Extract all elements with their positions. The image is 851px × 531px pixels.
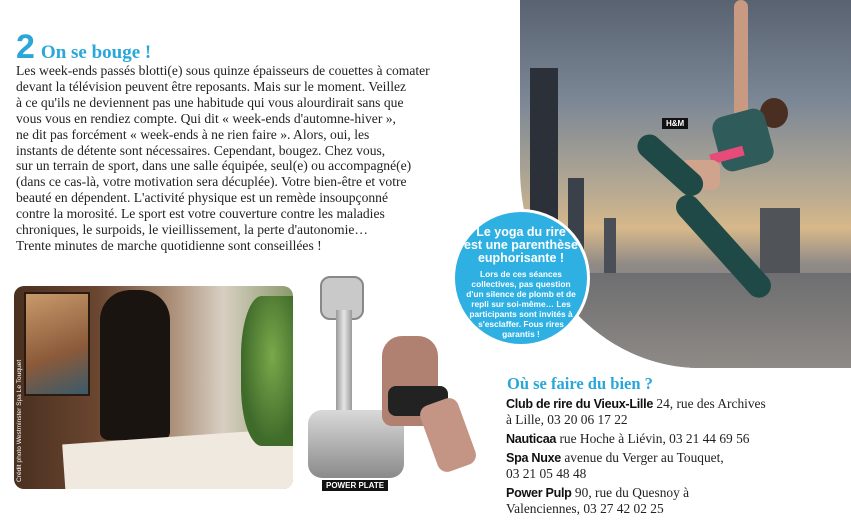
bubble-title-line: est une parenthèse [464, 238, 578, 252]
bubble-body: Lors de ces séances collectives, pas question d'un silence de plomb et de repli sur soi-même… Les participants sont invités à s'esclaffer. Fous rires garantis ! [466, 269, 576, 339]
body-line: devant la télévision peuvent être reposants. Mais sur le moment. Veillez [16, 78, 407, 94]
section-title: On se bouge ! [40, 42, 152, 63]
body-line: Les week-ends passés blotti(e) sous quinze épaisseurs de couettes à comater [16, 63, 430, 78]
address-list [506, 396, 846, 520]
power-plate-photo [308, 270, 486, 506]
section-heading [16, 30, 151, 64]
address-item [506, 396, 846, 428]
raised-arm [734, 0, 748, 120]
venue-address: 90, rue du Quesnoy à [571, 485, 690, 500]
venue-address: avenue du Verger au Touquet, [561, 450, 724, 465]
where-title: Où se faire du bien ? [507, 374, 653, 393]
body-line: Trente minutes de marche quotidienne sont conseillées ! [16, 237, 322, 253]
photo-credit-tag: H&M [662, 118, 688, 129]
body-line: vous vous en rendiez compte. Qui dit « week-ends d'automne-hiver », [16, 110, 396, 126]
bubble-title-line: Le yoga du rire [476, 225, 566, 239]
body-line: à ce qu'ils ne deviennent pas une habitude qui vous alourdirait sans que [16, 94, 404, 110]
venue-address-line2: à Lille, 03 20 06 17 22 [506, 412, 628, 427]
section-number: 2 [16, 28, 35, 66]
body-line: chroniques, le surpoids, le vieillissement, la perte d'autonomie… [16, 222, 369, 238]
address-item [506, 431, 846, 447]
machine-pole [336, 310, 352, 420]
venue-name: Nauticaa [506, 432, 557, 446]
leg [417, 395, 479, 474]
venue-address: rue Hoche à Liévin, 03 21 44 69 56 [556, 431, 750, 446]
venue-name: Spa Nuxe [506, 451, 561, 465]
power-plate-tag: POWER PLATE [322, 480, 388, 491]
venue-address-line2: 03 21 05 48 48 [506, 466, 587, 481]
address-item [506, 485, 846, 517]
body-line: contre la morosité. Le sport est votre couverture contre les maladies [16, 206, 385, 222]
spa-photo-credit: Crédit photo Westminster Spa Le Touquet [16, 359, 23, 482]
venue-address-line2: Valenciennes, 03 27 42 02 25 [506, 501, 664, 516]
plant [241, 296, 293, 446]
body-line: ne dit pas forcément « week-ends à ne rien faire ». Alors, oui, les [16, 126, 370, 142]
body-line: instants de détente sont nécessaires. Cependant, bougez. Chez vous, [16, 142, 386, 158]
therapist [100, 290, 170, 440]
venue-name: Power Pulp [506, 486, 572, 500]
body-line: beauté en dépendent. L'activité physique est un remède insoupçonné [16, 190, 388, 206]
article-body [16, 63, 521, 254]
address-item [506, 450, 846, 482]
body-line: (dans ce cas-là, votre motivation sera décuplée). Votre bien-être et votre [16, 174, 407, 190]
venue-address: 24, rue des Archives [653, 396, 766, 411]
body-line: sur un terrain de sport, dans une salle équipée, seul(e) ou accompagné(e) [16, 158, 412, 174]
spa-massage-photo [14, 286, 293, 489]
wall-painting [24, 292, 90, 396]
venue-name: Club de rire du Vieux-Lille [506, 397, 654, 411]
bubble-title-line: euphorisante ! [477, 251, 565, 265]
